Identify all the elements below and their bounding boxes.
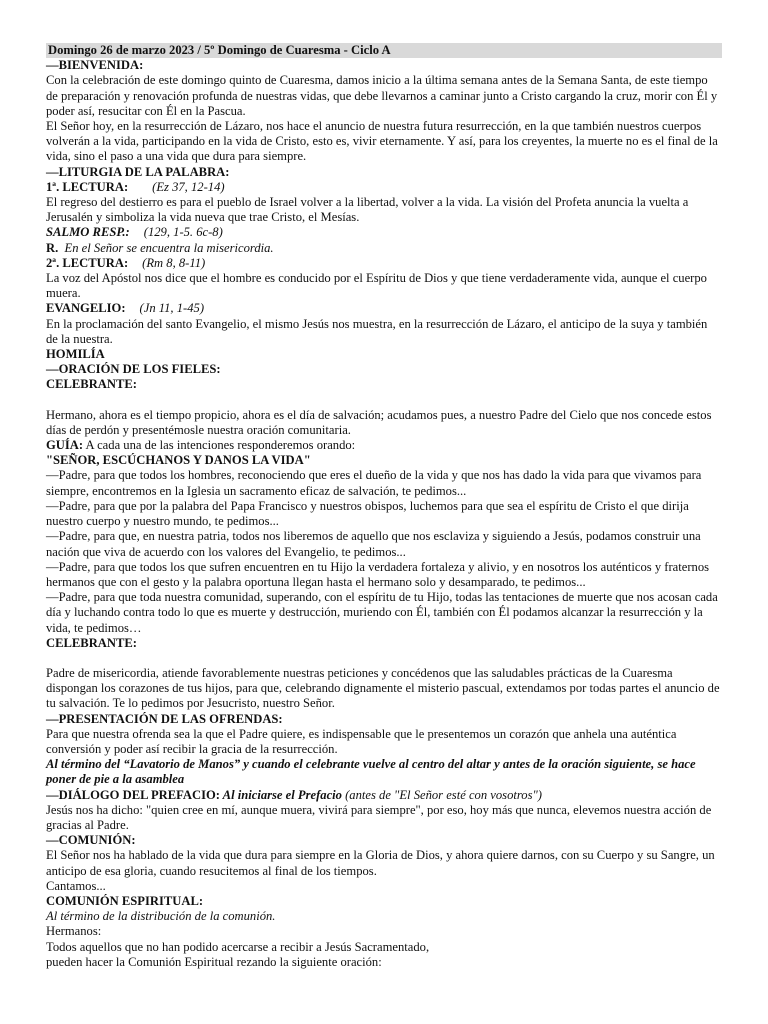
comunion-text: El Señor nos ha hablado de la vida que dura para siempre en la Gloria de Dios, y ahora quiere darnos, con su Cuerpo y su Sangre, un anticipo de esa gloria, cuando resucitemos al final de los tiempos.: [46, 848, 715, 878]
evangelio-text: En la proclamación del santo Evangelio, el mismo Jesús nos muestra, en la resurrección de Lázaro, el anticipo de la suya y también de la nuestra.: [46, 316, 708, 346]
guia-label: GUÍA:: [46, 438, 84, 453]
guia-line: [46, 438, 722, 453]
lectura2-label: 2ª. LECTURA:: [46, 255, 129, 270]
prefacio-rubric-detail: (antes de "El Señor esté con vosotros"): [341, 787, 542, 802]
oracion-closing: Padre de misericordia, atiende favorablemente nuestras peticiones y concédenos que las saludables prácticas de la Cuaresma dispongan los corazones de tus hijos, para que, celebrando dignamente el misterio pascual, extendamos por todas partes el anuncio de tu salvación. Te lo pedimos por Jesucristo, nuestro Señor.: [46, 665, 720, 711]
document-title: Domingo 26 de marzo 2023 / 5º Domingo de Cuaresma - Ciclo A: [46, 43, 722, 58]
lectura1-header: [46, 180, 722, 195]
espiritual-rubric: Al término de la distribución de la comunión.: [46, 909, 276, 924]
espiritual-line-1: Todos aquellos que no han podido acercarse a recibir a Jesús Sacramentado,: [46, 939, 430, 954]
bienvenida-heading: —BIENVENIDA:: [46, 58, 144, 73]
oracion-heading: —ORACIÓN DE LOS FIELES:: [46, 362, 221, 377]
lectura1-text: El regreso del destierro es para el pueblo de Israel volver a la libertad, volver a la vida. La visión del Profeta anuncia la vuelta a Jerusalén y simboliza la vida nueva que trae Cristo, el Mesías.: [46, 195, 689, 225]
espiritual-line-2: pueden hacer la Comunión Espiritual rezando la siguiente oración:: [46, 954, 382, 969]
spacer: [46, 651, 722, 666]
bienvenida-paragraph-2: El Señor hoy, en la resurrección de Lázaro, nos hace el anuncio de nuestra futura resurrección, en la que también nuestros cuerpos volverán a la vida, participando en la vida de Cristo, esto es, vivir eternamente. Y así, para los creyentes, la muerte no es el final de la vida, sino el paso a una vida que dura para siempre.: [46, 119, 718, 164]
salmo-reference: (129, 1-5. 6c-8): [143, 225, 223, 240]
ofrendas-rubric: Al término del “Lavatorio de Manos” y cuando el celebrante vuelve al centro del altar y antes de la oración siguiente, se hace poner de pie a la asamblea: [46, 757, 696, 787]
intention-1: —Padre, para que todos los hombres, reconociendo que eres el dueño de la vida y que nos has dado la vida para que vivamos para siempre, encontremos en la Iglesia un sacramento eficaz de salvación, te pedimos...: [46, 468, 702, 498]
lectura1-label: 1ª. LECTURA:: [46, 179, 129, 194]
ofrendas-heading: —PRESENTACIÓN DE LAS OFRENDAS:: [46, 711, 283, 726]
liturgia-heading: —LITURGIA DE LA PALABRA:: [46, 164, 230, 179]
salmo-label: SALMO RESP.:: [46, 225, 130, 240]
community-response: "SEÑOR, ESCÚCHANOS Y DANOS LA VIDA": [46, 453, 311, 468]
lectura1-reference: (Ez 37, 12-14): [152, 179, 225, 194]
salmo-header: [46, 225, 722, 240]
lectura2-text: La voz del Apóstol nos dice que el hombre es conducido por el Espíritu de Dios y que tiene verdaderamente vida, aunque el cuerpo muera.: [46, 271, 707, 301]
bienvenida-paragraph-1: Con la celebración de este domingo quinto de Cuaresma, damos inicio a la última semana antes de la Semana Santa, de este tiempo de preparación y renovación profunda de nuestras vidas, que debe llevarnos a caminar junto a Cristo cargando la cruz, morir con Él y poder así, resucitar con Él en la Pascua.: [46, 73, 718, 118]
hermanos-text: Hermanos:: [46, 924, 102, 939]
intention-3: —Padre, para que, en nuestra patria, todos nos liberemos de aquello que nos esclaviza y siguiendo a Jesús, podamos construir una nación que viva de acuerdo con los valores del Evangelio, te pedimos...: [46, 529, 701, 559]
espiritual-heading: COMUNIÓN ESPIRITUAL:: [46, 893, 204, 908]
evangelio-header: [46, 301, 722, 316]
comunion-heading: —COMUNIÓN:: [46, 833, 136, 848]
prefacio-header: [46, 788, 722, 803]
cantamos-text: Cantamos...: [46, 878, 106, 893]
response-text: En el Señor se encuentra la misericordia.: [64, 240, 274, 255]
prefacio-heading: —DIÁLOGO DEL PREFACIO:: [46, 787, 220, 802]
lectura2-reference: (Rm 8, 8-11): [142, 255, 206, 270]
celebrante-label-1: CELEBRANTE:: [46, 377, 137, 392]
intention-4: —Padre, para que todos los que sufren encuentren en tu Hijo la verdadera fortaleza y alivio, y en nosotros los auténticos y fraternos hermanos que con el gesto y la palabra oportuna llegan hasta el hermano solo y desamparado, te pedimos...: [46, 559, 710, 589]
prefacio-text: Jesús nos ha dicho: "quien cree en mí, aunque muera, vivirá para siempre", por eso, hoy más que nunca, elevemos nuestra acción de gracias al Padre.: [46, 802, 712, 832]
document-page: [46, 43, 722, 970]
response-label: R.: [46, 240, 59, 255]
oracion-intro: Hermano, ahora es el tiempo propicio, ahora es el día de salvación; acudamos pues, a nuestro Padre del Cielo que nos concede estos días de perdón y presentémosle nuestra oración comunitaria.: [46, 407, 712, 437]
prefacio-rubric: Al iniciarse el Prefacio: [220, 787, 342, 802]
ofrendas-text: Para que nuestra ofrenda sea la que el Padre quiere, es indispensable que le presentemos un corazón que anhela una auténtica conversión y poder así recibir la gracia de la resurrección.: [46, 726, 677, 756]
guia-text: A cada una de las intenciones responderemos orando:: [83, 438, 356, 453]
evangelio-reference: (Jn 11, 1-45): [139, 301, 205, 316]
evangelio-label: EVANGELIO:: [46, 301, 126, 316]
homilia-heading: HOMILÍA: [46, 347, 105, 362]
celebrante-label-2: CELEBRANTE:: [46, 635, 137, 650]
lectura2-header: [46, 256, 722, 271]
salmo-response: [46, 241, 722, 256]
intention-2: —Padre, para que por la palabra del Papa Francisco y nuestros obispos, luchemos para que sea el espíritu de Cristo el que dirija nuestro cuerpo y nuestro mundo, te pedimos...: [46, 498, 689, 529]
intention-5: —Padre, para que toda nuestra comunidad, superando, con el espíritu de tu Hijo, todas las tentaciones de muerte que nos acosan cada día y luchando contra todo lo que es muerte y destrucción, muriendo con Él, también con Él podamos alcanzar la resurrección y la vida, te pedimos…: [46, 590, 718, 635]
spacer: [46, 393, 722, 408]
